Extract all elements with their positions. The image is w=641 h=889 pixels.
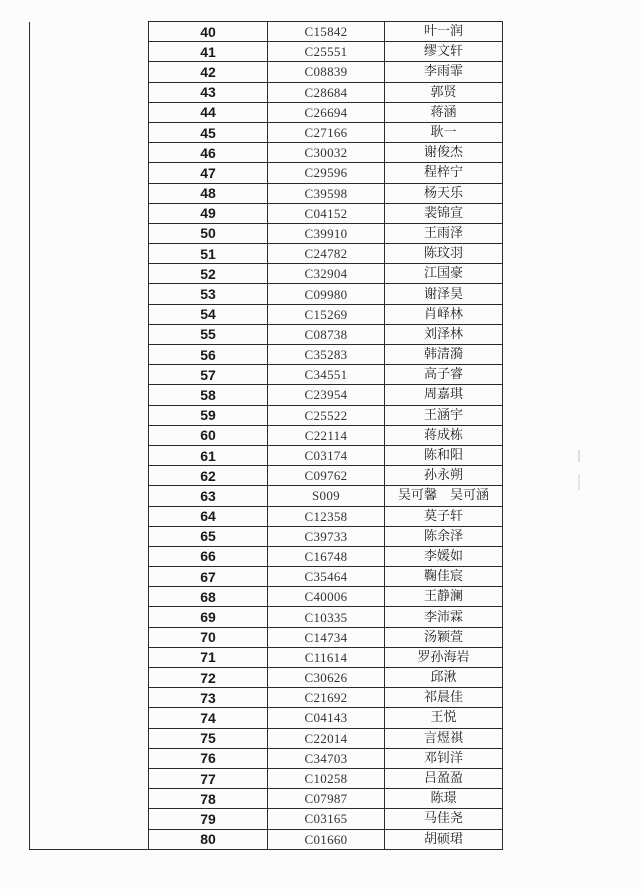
blank-cell: [30, 789, 149, 809]
student-id: C15842: [268, 22, 385, 42]
student-name: 蒋涵: [385, 102, 503, 122]
student-name: 谢泽昊: [385, 284, 503, 304]
blank-cell: [30, 62, 149, 82]
table-row: [30, 304, 503, 324]
blank-cell: [30, 42, 149, 62]
table-row: [30, 466, 503, 486]
student-name: 周嘉琪: [385, 385, 503, 405]
blank-cell: [30, 526, 149, 546]
row-number: 45: [149, 122, 268, 142]
student-id: C30032: [268, 143, 385, 163]
table-row: [30, 708, 503, 728]
student-id: S009: [268, 486, 385, 506]
student-id: C35283: [268, 345, 385, 365]
student-name: 江国豪: [385, 264, 503, 284]
student-id: C35464: [268, 567, 385, 587]
table-row: [30, 425, 503, 445]
blank-cell: [30, 728, 149, 748]
row-number: 67: [149, 567, 268, 587]
student-name: 言煜祺: [385, 728, 503, 748]
blank-cell: [30, 304, 149, 324]
row-number: 78: [149, 789, 268, 809]
blank-cell: [30, 163, 149, 183]
student-name: 高子睿: [385, 365, 503, 385]
student-name: 王雨泽: [385, 223, 503, 243]
table-row: [30, 223, 503, 243]
student-name: 谢俊杰: [385, 143, 503, 163]
row-number: 57: [149, 365, 268, 385]
blank-cell: [30, 809, 149, 829]
student-name: 刘泽林: [385, 324, 503, 344]
student-name: 胡硕珺: [385, 829, 503, 849]
student-id: C28684: [268, 82, 385, 102]
blank-cell: [30, 546, 149, 566]
table-row: [30, 163, 503, 183]
table-row: [30, 345, 503, 365]
row-number: 58: [149, 385, 268, 405]
row-number: 69: [149, 607, 268, 627]
table-row: [30, 627, 503, 647]
row-number: 60: [149, 425, 268, 445]
blank-cell: [30, 102, 149, 122]
student-id: C22014: [268, 728, 385, 748]
student-id: C23954: [268, 385, 385, 405]
row-number: 53: [149, 284, 268, 304]
student-name: 吴可馨 吴可涵: [385, 486, 503, 506]
blank-cell: [30, 122, 149, 142]
blank-cell: [30, 627, 149, 647]
student-id: C24782: [268, 244, 385, 264]
student-name: 陈和阳: [385, 445, 503, 465]
student-name: 陈余泽: [385, 526, 503, 546]
table-row: [30, 62, 503, 82]
table-row: [30, 445, 503, 465]
blank-cell: [30, 82, 149, 102]
blank-cell: [30, 768, 149, 788]
table-row: [30, 284, 503, 304]
table-row: [30, 526, 503, 546]
student-id: C09762: [268, 466, 385, 486]
blank-cell: [30, 244, 149, 264]
student-id: C16748: [268, 546, 385, 566]
table-row: [30, 748, 503, 768]
blank-cell: [30, 425, 149, 445]
row-number: 80: [149, 829, 268, 849]
table-row: [30, 22, 503, 42]
table-row: [30, 102, 503, 122]
row-number: 43: [149, 82, 268, 102]
row-number: 56: [149, 345, 268, 365]
table-row: [30, 567, 503, 587]
student-name: 杨天乐: [385, 183, 503, 203]
table-row: [30, 688, 503, 708]
student-id: C34551: [268, 365, 385, 385]
blank-cell: [30, 567, 149, 587]
student-name: 韩清漪: [385, 345, 503, 365]
student-id: C09980: [268, 284, 385, 304]
student-name: 程梓宁: [385, 163, 503, 183]
blank-cell: [30, 385, 149, 405]
student-id: C15269: [268, 304, 385, 324]
student-id: C07987: [268, 789, 385, 809]
row-number: 54: [149, 304, 268, 324]
blank-cell: [30, 264, 149, 284]
table-row: [30, 324, 503, 344]
student-id: C21692: [268, 688, 385, 708]
student-id: C39598: [268, 183, 385, 203]
table-row: [30, 789, 503, 809]
table-row: [30, 42, 503, 62]
student-name: 王涵宇: [385, 405, 503, 425]
blank-cell: [30, 22, 149, 42]
blank-cell: [30, 284, 149, 304]
row-number: 49: [149, 203, 268, 223]
blank-cell: [30, 506, 149, 526]
table-row: [30, 365, 503, 385]
student-id: C26694: [268, 102, 385, 122]
student-name: 邓钊洋: [385, 748, 503, 768]
row-number: 47: [149, 163, 268, 183]
table-row: [30, 768, 503, 788]
row-number: 75: [149, 728, 268, 748]
student-id: C10335: [268, 607, 385, 627]
student-name: 王静澜: [385, 587, 503, 607]
row-number: 79: [149, 809, 268, 829]
student-name: 叶一润: [385, 22, 503, 42]
student-id: C40006: [268, 587, 385, 607]
row-number: 61: [149, 445, 268, 465]
student-id: C10258: [268, 768, 385, 788]
table-row: [30, 829, 503, 849]
row-number: 71: [149, 647, 268, 667]
row-number: 42: [149, 62, 268, 82]
student-name: 罗孙海岩: [385, 647, 503, 667]
row-number: 62: [149, 466, 268, 486]
table-row: [30, 728, 503, 748]
row-number: 50: [149, 223, 268, 243]
row-number: 76: [149, 748, 268, 768]
blank-cell: [30, 324, 149, 344]
student-name: 裴锦宣: [385, 203, 503, 223]
student-name: 李媛如: [385, 546, 503, 566]
table-row: [30, 506, 503, 526]
student-id: C08839: [268, 62, 385, 82]
student-name: 马佳尧: [385, 809, 503, 829]
blank-cell: [30, 668, 149, 688]
student-id: C04152: [268, 203, 385, 223]
student-name: 郭贤: [385, 82, 503, 102]
row-number: 73: [149, 688, 268, 708]
student-name: 吕盈盈: [385, 768, 503, 788]
student-id: C22114: [268, 425, 385, 445]
blank-cell: [30, 405, 149, 425]
student-name: 王悦: [385, 708, 503, 728]
row-number: 77: [149, 768, 268, 788]
roster-body: [30, 22, 503, 850]
blank-cell: [30, 688, 149, 708]
blank-cell: [30, 345, 149, 365]
student-name: 肖峄林: [385, 304, 503, 324]
row-number: 55: [149, 324, 268, 344]
blank-cell: [30, 445, 149, 465]
table-row: [30, 405, 503, 425]
row-number: 40: [149, 22, 268, 42]
student-name: 耿一: [385, 122, 503, 142]
student-id: C30626: [268, 668, 385, 688]
table-row: [30, 809, 503, 829]
table-row: [30, 587, 503, 607]
table-row: [30, 668, 503, 688]
table-row: [30, 647, 503, 667]
student-name: 祁晨佳: [385, 688, 503, 708]
table-row: [30, 122, 503, 142]
student-id: C01660: [268, 829, 385, 849]
table-row: [30, 385, 503, 405]
roster-table: [29, 21, 503, 850]
blank-cell: [30, 143, 149, 163]
row-number: 51: [149, 244, 268, 264]
student-id: C14734: [268, 627, 385, 647]
blank-cell: [30, 183, 149, 203]
blank-cell: [30, 486, 149, 506]
table-row: [30, 486, 503, 506]
blank-cell: [30, 466, 149, 486]
table-row: [30, 244, 503, 264]
student-name: 陈璟: [385, 789, 503, 809]
table-row: [30, 203, 503, 223]
table-row: [30, 82, 503, 102]
student-id: C25551: [268, 42, 385, 62]
student-name: 邱湫: [385, 668, 503, 688]
row-number: 65: [149, 526, 268, 546]
blank-cell: [30, 748, 149, 768]
student-name: 李雨霏: [385, 62, 503, 82]
student-id: C03165: [268, 809, 385, 829]
student-id: C39910: [268, 223, 385, 243]
blank-cell: [30, 587, 149, 607]
row-number: 41: [149, 42, 268, 62]
student-name: 缪文轩: [385, 42, 503, 62]
blank-cell: [30, 647, 149, 667]
student-id: C29596: [268, 163, 385, 183]
blank-cell: [30, 203, 149, 223]
student-id: C04143: [268, 708, 385, 728]
student-name: 鞠佳宸: [385, 567, 503, 587]
student-name: 莫子轩: [385, 506, 503, 526]
blank-cell: [30, 829, 149, 849]
student-name: 陈玟羽: [385, 244, 503, 264]
row-number: 52: [149, 264, 268, 284]
row-number: 66: [149, 546, 268, 566]
student-id: C08738: [268, 324, 385, 344]
table-row: [30, 183, 503, 203]
student-id: C32904: [268, 264, 385, 284]
row-number: 46: [149, 143, 268, 163]
student-id: C39733: [268, 526, 385, 546]
row-number: 70: [149, 627, 268, 647]
student-id: C27166: [268, 122, 385, 142]
table-row: [30, 264, 503, 284]
student-name: 蒋成栋: [385, 425, 503, 445]
scan-artifact: [578, 450, 580, 490]
row-number: 59: [149, 405, 268, 425]
student-id: C03174: [268, 445, 385, 465]
row-number: 63: [149, 486, 268, 506]
blank-cell: [30, 223, 149, 243]
table-row: [30, 143, 503, 163]
row-number: 72: [149, 668, 268, 688]
student-id: C12358: [268, 506, 385, 526]
student-name: 孙永朔: [385, 466, 503, 486]
row-number: 64: [149, 506, 268, 526]
blank-cell: [30, 365, 149, 385]
student-id: C11614: [268, 647, 385, 667]
table-row: [30, 607, 503, 627]
row-number: 48: [149, 183, 268, 203]
student-id: C25522: [268, 405, 385, 425]
row-number: 68: [149, 587, 268, 607]
student-name: 汤颖萱: [385, 627, 503, 647]
row-number: 44: [149, 102, 268, 122]
table-row: [30, 546, 503, 566]
row-number: 74: [149, 708, 268, 728]
student-id: C34703: [268, 748, 385, 768]
blank-cell: [30, 708, 149, 728]
student-name: 李沛霖: [385, 607, 503, 627]
blank-cell: [30, 607, 149, 627]
